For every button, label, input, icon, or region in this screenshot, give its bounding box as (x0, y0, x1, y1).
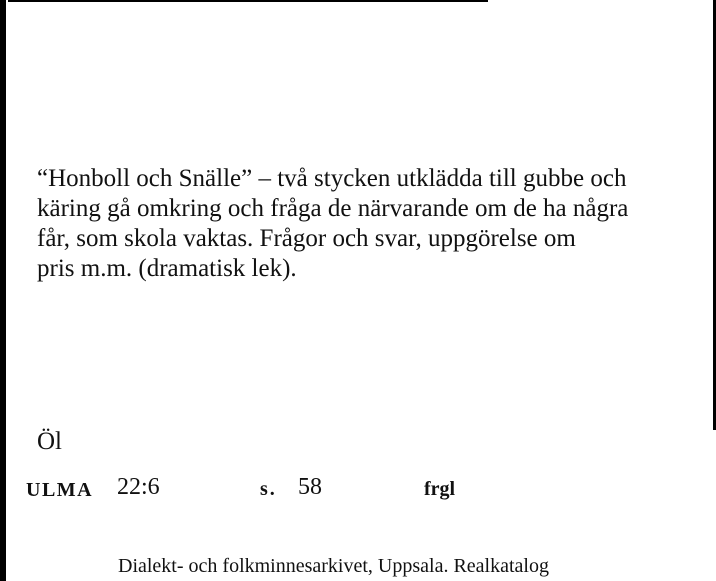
card-top-border (8, 0, 488, 2)
description-line: käring gå omkring och fråga de närvarande om de ha några (37, 195, 629, 222)
description-line: får, som skola vaktas. Frågor och svar, uppgörelse om (37, 225, 576, 252)
page-label: s. (260, 478, 277, 500)
box-number: 22:6 (117, 474, 160, 500)
archive-label: ULMA (26, 479, 94, 501)
category-code: frgl (424, 478, 456, 500)
card-description (37, 164, 697, 284)
region-label: Öl (37, 428, 62, 455)
reference-row (0, 474, 716, 508)
page-number: 58 (298, 474, 322, 500)
description-line: pris m.m. (dramatisk lek). (37, 255, 297, 282)
description-line: “Honboll och Snälle” – två stycken utklädda till gubbe och (37, 165, 627, 192)
archive-footer: Dialekt- och folkminnesarkivet, Uppsala. Realkatalog (118, 555, 549, 577)
